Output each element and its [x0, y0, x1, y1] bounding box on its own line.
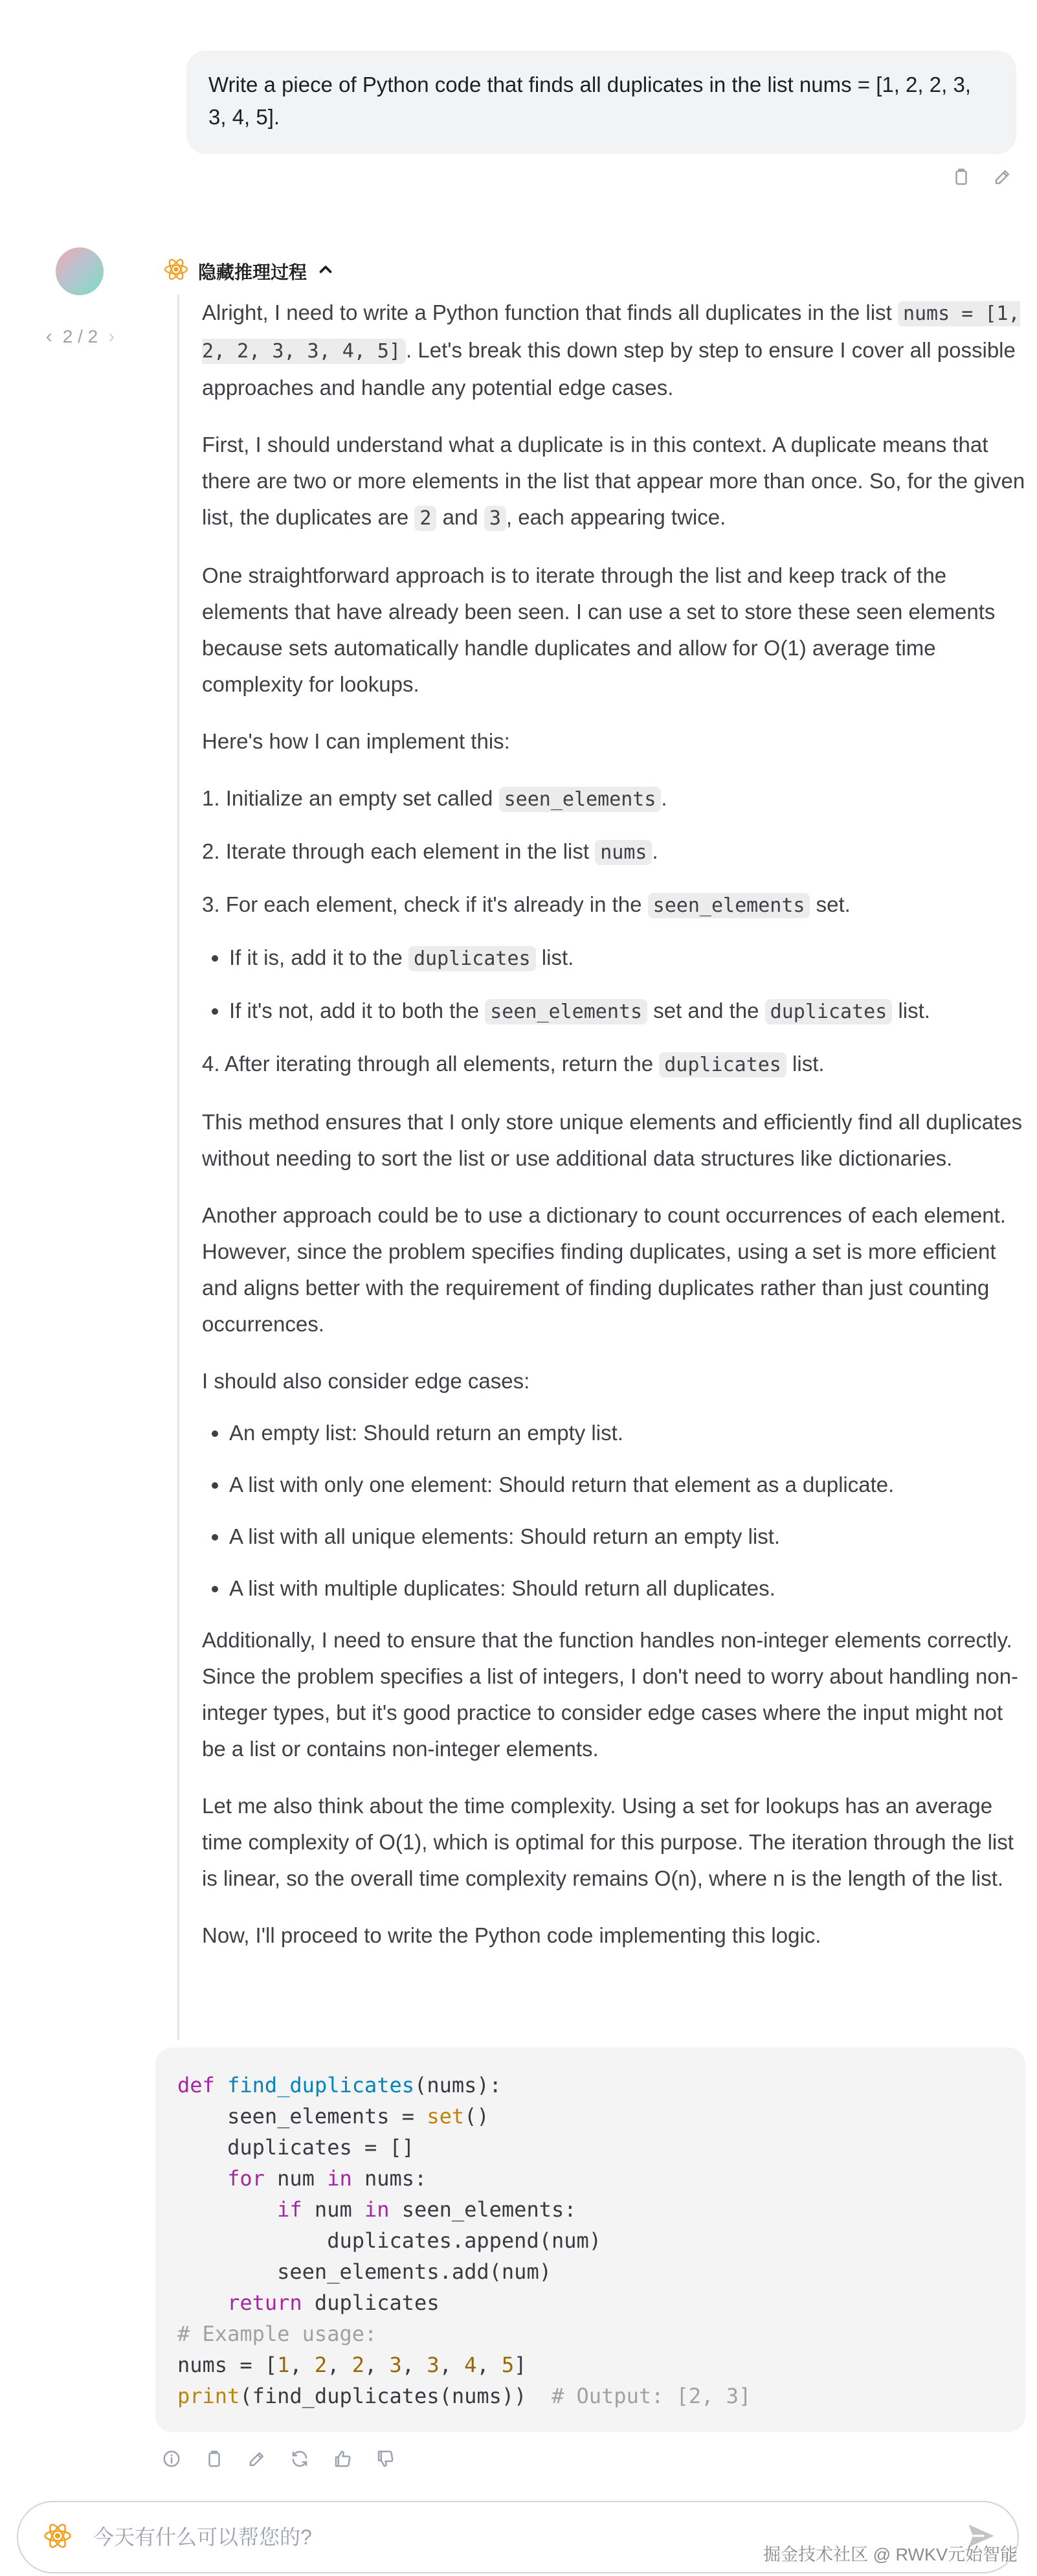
reasoning-paragraph: Now, I'll proceed to write the Python code implementing this logic. [202, 1923, 821, 1947]
reasoning-step: 4. After iterating through all elements, return the duplicates list. [202, 1052, 825, 1076]
previous-version-button[interactable]: ‹ [45, 326, 52, 347]
version-navigator [35, 324, 126, 350]
atom-icon [43, 2521, 72, 2554]
user-message-bubble [186, 51, 1016, 154]
assistant-avatar [56, 247, 104, 295]
reasoning-paragraph: One straightforward approach is to iterate through the list and keep track of the elements that have already been seen. I can use a set to store these seen elements because sets automatically handle duplicates and allow for O(1) average time complexity for lookups. [202, 563, 996, 696]
reasoning-panel [177, 295, 1025, 2040]
reasoning-paragraph: First, I should understand what a duplicate is in this context. A duplicate means that there are two or more elements in the list that appear more than once. So, for the given list, the duplicates are 2 and 3 , each appearing twice. [202, 433, 1025, 530]
reasoning-step: 3. For each element, check if it's already in the seen_elements set. [202, 892, 851, 917]
reasoning-bullet-list [202, 940, 1025, 1030]
answer-actions [161, 2448, 396, 2470]
chat-input[interactable] [92, 2525, 807, 2550]
reasoning-toggle[interactable] [163, 256, 335, 286]
reasoning-paragraph: Additionally, I need to ensure that the function handles non-integer elements correctly. Since the problem specifies a list of integers, I don't need to worry about handling non-integer types, but it's good practice to consider edge cases where the input might not be a list or contains non-integer elements. [202, 1628, 1019, 1761]
list-item: • A list with multiple duplicates: Should return all duplicates. [229, 1570, 1025, 1607]
user-message-actions [950, 166, 1014, 188]
reasoning-paragraph: Here's how I can implement this: [202, 729, 510, 753]
reasoning-step: 2. Iterate through each element in the list nums . [202, 839, 658, 864]
reasoning-paragraph: Alright, I need to write a Python function that finds all duplicates in the list nums = [1, 2, 2, 3, 3, 4, 5] . Let's break this down step by step to ensure I cover all possible approaches and handle any potential edge cases. [202, 300, 1020, 400]
reasoning-step: 1. Initialize an empty set called seen_elements . [202, 786, 667, 811]
reasoning-paragraph: This method ensures that I only store unique elements and efficiently find all duplicates without needing to sort the list or use additional data structures like dictionaries. [202, 1110, 1022, 1170]
chevron-up-icon [316, 260, 335, 284]
copy-icon[interactable] [203, 2448, 225, 2470]
list-item: • A list with only one element: Should return that element as a duplicate. [229, 1467, 1025, 1503]
thumbs-down-icon[interactable] [374, 2448, 396, 2470]
list-item: • If it's not, add it to both the seen_elements set and the duplicates list. [229, 993, 1025, 1030]
atom-icon [163, 256, 189, 287]
regenerate-icon[interactable] [289, 2448, 311, 2470]
code-block [155, 2048, 1025, 2432]
user-message-text: Write a piece of Python code that finds all duplicates in the list nums = [1, 2, 2, 3, 3, 4, 5]. [208, 73, 971, 129]
edit-icon[interactable] [246, 2448, 268, 2470]
edge-case-list [202, 1415, 1025, 1607]
reasoning-paragraph: I should also consider edge cases: [202, 1369, 530, 1393]
list-item: • A list with all unique elements: Should return an empty list. [229, 1519, 1025, 1555]
list-item: • An empty list: Should return an empty list. [229, 1415, 1025, 1451]
version-counter: 2 / 2 [62, 326, 98, 346]
watermark-text: 掘金技术社区 @ RWKV元始智能 [763, 2545, 1018, 2564]
reasoning-toggle-label: 隐藏推理过程 [198, 262, 307, 282]
edit-icon[interactable] [992, 166, 1014, 188]
next-version-button[interactable]: › [108, 326, 115, 347]
list-item: • If it is, add it to the duplicates list. [229, 940, 1025, 977]
reasoning-paragraph: Another approach could be to use a dictionary to count occurrences of each element. However, since the problem specifies finding duplicates, using a set is more efficient and aligns better with the requirement of finding duplicates rather than just counting occurrences. [202, 1203, 1006, 1336]
reasoning-paragraph: Let me also think about the time complexity. Using a set for lookups has an average time complexity of O(1), which is optimal for this purpose. The iteration through the list is linear, so the overall time complexity remains O(n), where n is the length of the list. [202, 1794, 1014, 1890]
copy-icon[interactable] [950, 166, 972, 188]
info-icon[interactable] [161, 2448, 183, 2470]
thumbs-up-icon[interactable] [331, 2448, 353, 2470]
code-content: def find_duplicates(nums): seen_elements = set() duplicates = [] for num in nums: if num in seen_elements: duplicates.append(num) seen_elements.add(num) return duplicates # Example usage: nums = [1, 2, 2, 3, 3, 4, 5] print(find_duplicates(nums)) # Output: [2, 3] [177, 2073, 752, 2408]
